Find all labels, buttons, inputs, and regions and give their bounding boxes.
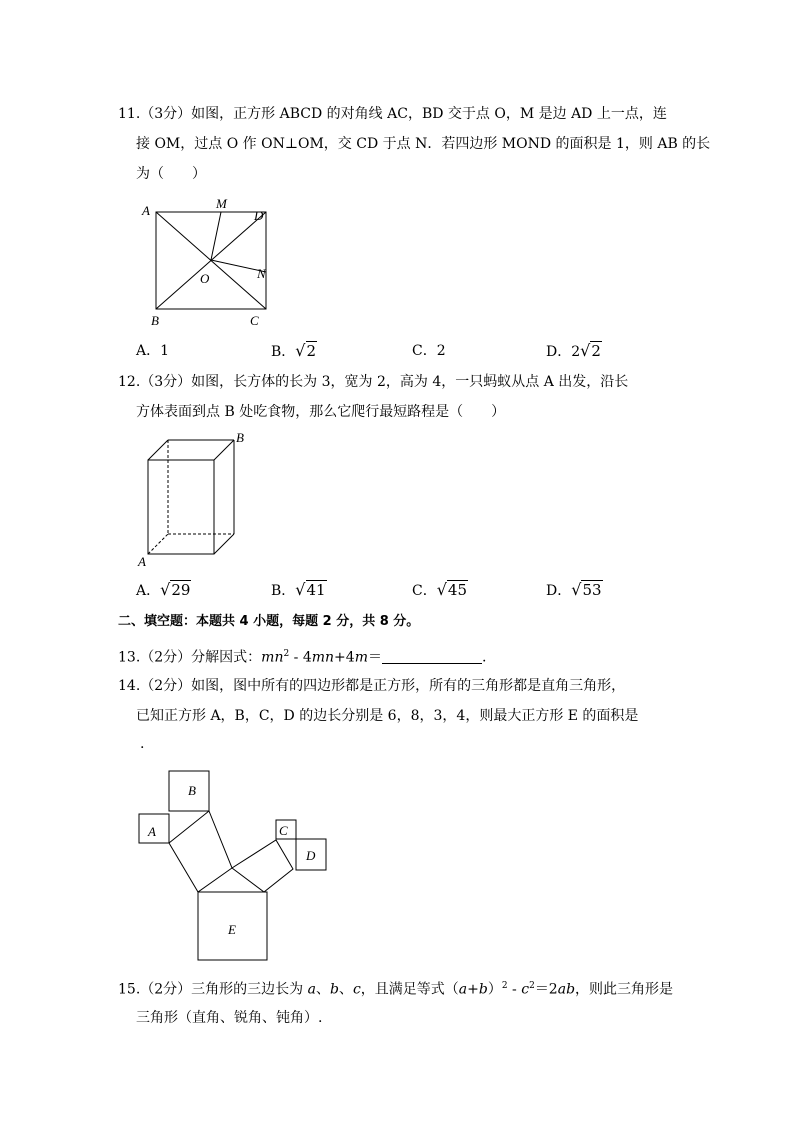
- q12-option-c-radicand: 45: [447, 581, 468, 599]
- q12-option-a[interactable]: [136, 580, 191, 601]
- q12-option-b[interactable]: [271, 580, 327, 601]
- sqrt-symbol: √2: [295, 341, 317, 360]
- q14-label-b: B: [188, 783, 196, 798]
- q15-mid: ，且满足等式（: [360, 981, 459, 998]
- q12-option-a-radicand: 29: [171, 581, 191, 599]
- q12-option-b-prefix: B．: [271, 583, 296, 599]
- q15-prefix: 15.（2分）三角形的三边长为: [118, 981, 308, 998]
- q11-label-d: D: [254, 208, 264, 223]
- q11-label-m: M: [216, 196, 227, 211]
- q11-line2: 接 OM，过点 O 作 ON⊥OM，交 CD 于点 N．若四边形 MOND 的面积是 1，则 AB 的长: [136, 136, 711, 152]
- q11-line1: 11.（3分）如图，正方形 ABCD 的对角线 AC，BD 交于点 O，M 是边 AD 上一点，连: [118, 106, 667, 122]
- q12-option-d[interactable]: [546, 580, 603, 601]
- q15-line1: [118, 976, 673, 1000]
- q15-sep1: 、: [315, 981, 330, 998]
- q11-square-figure: [130, 190, 290, 335]
- q11-label-c: C: [250, 313, 259, 328]
- q11-line3: 为（ ）: [136, 166, 206, 182]
- q11-option-b-prefix: B．: [271, 344, 296, 360]
- q15-sup3: 2: [529, 981, 535, 991]
- q11-option-c-prefix: C．: [412, 343, 437, 359]
- q11-option-c[interactable]: [412, 341, 446, 361]
- q11-option-c-value: 2: [436, 343, 446, 359]
- q13-line: [118, 644, 486, 668]
- q15-ab: ab: [557, 981, 576, 998]
- q11-label-n: N: [257, 266, 266, 281]
- q13-end: .: [481, 649, 487, 666]
- q15-b: b: [329, 981, 339, 998]
- q11-label-b: B: [151, 313, 159, 328]
- q12-line1: 12.（3分）如图，长方体的长为 3，宽为 2，高为 4，一只蚂蚁从点 A 出发，沿长: [118, 374, 629, 390]
- q15-c: c: [352, 981, 361, 998]
- sqrt-symbol: √2: [580, 341, 601, 360]
- q13-expr-d: +4: [334, 649, 355, 666]
- q15-c2: c: [521, 981, 530, 998]
- q15-sup2: 2: [501, 981, 508, 991]
- q13-equals: ＝: [367, 649, 382, 666]
- q11-option-b[interactable]: [271, 341, 317, 362]
- q15-b2: b: [478, 981, 488, 998]
- q11-option-d-radicand: 2: [591, 342, 601, 360]
- q14-line1: 14.（2分）如图，图中所有的四边形都是正方形，所有的三角形都是直角三角形，: [118, 678, 626, 694]
- q14-label-a: A: [148, 824, 156, 839]
- q14-label-d: D: [306, 848, 316, 863]
- q15-a2: a: [458, 981, 468, 998]
- q12-option-c-prefix: C．: [412, 583, 437, 599]
- section2-title: 二、填空题：本题共 4 小题，每题 2 分，共 8 分。: [118, 614, 420, 629]
- q12-option-b-radicand: 41: [306, 581, 326, 599]
- q11-label-o: O: [200, 271, 210, 286]
- q14-label-c: C: [279, 823, 288, 838]
- q11-option-b-radicand: 2: [306, 342, 317, 360]
- q11-option-d-prefix: D．: [546, 344, 572, 360]
- q11-option-a[interactable]: [136, 341, 169, 361]
- q12-label-b: B: [236, 430, 244, 445]
- q13-expr-b: - 4: [289, 649, 312, 666]
- q13-sup1: 2: [283, 649, 290, 659]
- q12-cuboid-figure: [134, 428, 274, 570]
- q13-expr-e: m: [354, 649, 368, 666]
- q12-line2: 方体表面到点 B 处吃食物，那么它爬行最短路程是（ ）: [136, 404, 506, 420]
- q15-sep2: 、: [338, 981, 353, 998]
- q14-line3: .: [140, 736, 145, 752]
- q15-line2: 三角形（直角、锐角、钝角）.: [136, 1010, 323, 1026]
- q15-a: a: [307, 981, 316, 998]
- q13-expr-a: mn: [261, 649, 284, 666]
- q15-minus: -: [507, 981, 522, 998]
- q15-close: ）: [487, 981, 502, 998]
- sqrt-symbol: √41: [295, 580, 326, 599]
- q12-option-d-prefix: D．: [546, 583, 572, 599]
- q12-option-c[interactable]: [412, 580, 468, 601]
- q11-option-a-value: 1: [160, 343, 170, 359]
- q14-pythagoras-figure: [136, 768, 336, 964]
- q12-label-a: A: [138, 554, 146, 569]
- q13-prefix: 13.（2分）分解因式：: [118, 649, 262, 666]
- q11-option-a-prefix: A．: [136, 343, 161, 359]
- q12-option-a-prefix: A．: [136, 583, 161, 599]
- q15-tail: ，则此三角形是: [575, 981, 674, 998]
- q13-answer-blank[interactable]: [382, 649, 482, 664]
- q15-eq: ＝2: [534, 981, 558, 998]
- q11-option-d-coef: 2: [571, 344, 581, 360]
- q11-label-a: A: [142, 203, 150, 218]
- q14-line2: 已知正方形 A，B，C，D 的边长分别是 6，8，3，4，则最大正方形 E 的面积是: [136, 708, 639, 724]
- q13-expr-c: mn: [311, 649, 335, 666]
- sqrt-symbol: √53: [571, 580, 602, 599]
- q12-option-d-radicand: 53: [582, 581, 602, 599]
- q11-option-d[interactable]: [546, 341, 602, 362]
- q14-label-e: E: [228, 922, 236, 937]
- sqrt-symbol: √45: [436, 580, 468, 599]
- q15-plus: +: [467, 981, 479, 998]
- sqrt-symbol: √29: [160, 580, 191, 599]
